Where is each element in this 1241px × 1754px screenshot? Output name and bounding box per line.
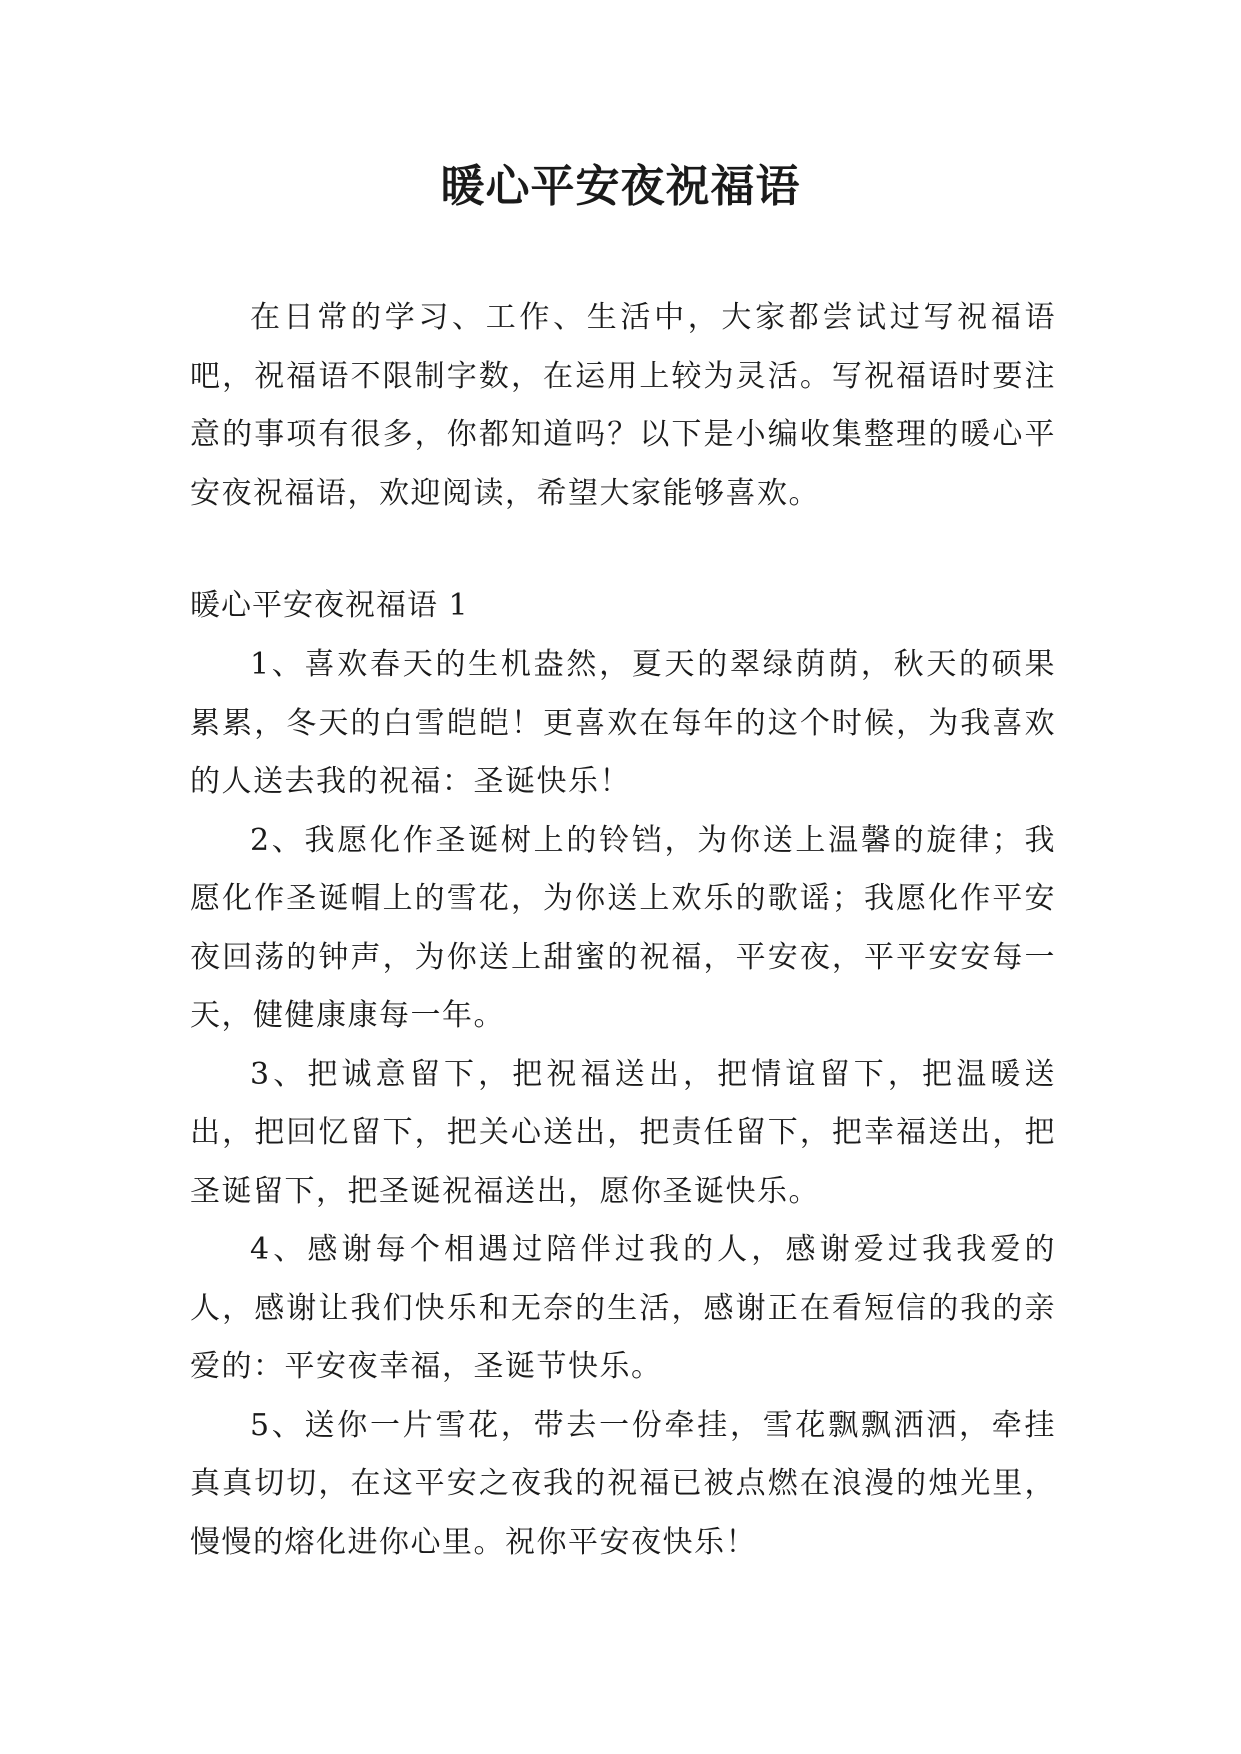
- intro-paragraph: 在日常的学习、工作、生活中，大家都尝试过写祝福语吧，祝福语不限制字数，在运用上较为灵活。写祝福语时要注意的事项有很多，你都知道吗？以下是小编收集整理的暖心平安夜祝福语，欢迎阅读，希望大家能够喜欢。: [190, 300, 1056, 511]
- blessing-list: [190, 636, 1056, 1572]
- blessing-item: 2、我愿化作圣诞树上的铃铛，为你送上温馨的旋律；我愿化作圣诞帽上的雪花，为你送上欢乐的歌谣；我愿化作平安夜回荡的钟声，为你送上甜蜜的祝福，平安夜，平平安安每一天，健健康康每一年。: [190, 822, 1056, 1033]
- document-title: 暖心平安夜祝福语: [440, 161, 801, 212]
- blessing-item: 4、感谢每个相遇过陪伴过我的人，感谢爱过我我爱的人，感谢让我们快乐和无奈的生活，感谢正在看短信的我的亲爱的：平安夜幸福，圣诞节快乐。: [190, 1232, 1056, 1384]
- section-heading: 暖心平安夜祝福语 1: [190, 588, 469, 623]
- blessing-item: 5、送你一片雪花，带去一份牵挂，雪花飘飘洒洒，牵挂真真切切，在这平安之夜我的祝福已被点燃在浪漫的烛光里，慢慢的熔化进你心里。祝你平安夜快乐！: [190, 1407, 1056, 1560]
- intro-section: [190, 289, 1056, 523]
- blessing-item: 1、喜欢春天的生机盎然，夏天的翠绿荫荫，秋天的硕果累累，冬天的白雪皑皑！更喜欢在每年的这个时候，为我喜欢的人送去我的祝福：圣诞快乐！: [190, 647, 1056, 799]
- blessing-item: 3、把诚意留下，把祝福送出，把情谊留下，把温暖送出，把回忆留下，把关心送出，把责任留下，把幸福送出，把圣诞留下，把圣诞祝福送出，愿你圣诞快乐。: [190, 1056, 1056, 1209]
